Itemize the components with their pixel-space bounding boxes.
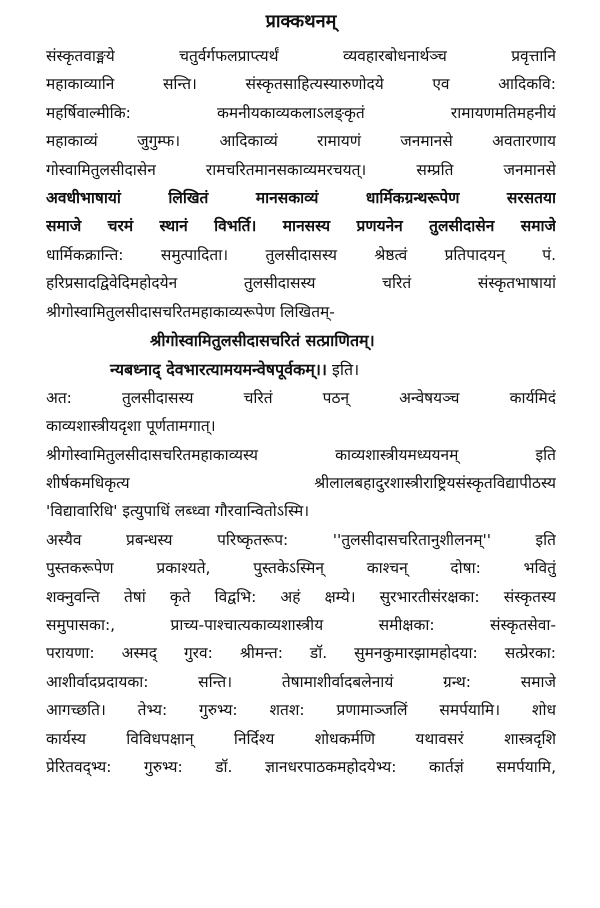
paragraph-line: समाजे चरमं स्थानं विभर्ति। मानसस्य प्रणयनेन तुलसीदासेन समाजे: [46, 217, 556, 236]
paragraph-line: महाकाव्यं जुगुम्फ। आदिकाव्यं रामायणं जनमानसे अवतारणाय: [46, 132, 556, 151]
paragraph-line: हरिप्रसादद्विवेदिमहोदयेन तुलसीदासस्य चरितं संस्कृतभाषायां: [46, 274, 556, 293]
paragraph-4: [46, 526, 556, 782]
paragraph-line: महर्षिवाल्मीकि: कमनीयकाव्यकलाऽलङ्कृतं रामायणमतिमहनीयं: [46, 103, 556, 122]
paragraph-line: 'विद्यावारिधि' इत्युपाधिं लब्ध्वा गौरवान्वितोऽस्मि।: [46, 502, 310, 521]
paragraph-line: संस्कृतवाङ्मये चतुर्वर्गफलप्राप्त्यर्थं व्यवहारबोधनार्थञ्च प्रवृत्तानि: [46, 47, 556, 65]
paragraph-line: महाकाव्यानि सन्ति। संस्कृतसाहित्यस्यारुणोदये एव आदिकवि:: [46, 75, 556, 94]
paragraph-line: धार्मिकक्रान्ति: समुत्पादिता। तुलसीदासस्य श्रेष्ठत्वं प्रतिपादयन् पं.: [46, 245, 556, 264]
paragraph-line: अस्यैव प्रबन्धस्य परिष्कृतरूप: ''तुलसीदासचरितानुशीलनम्'' इति: [46, 530, 556, 549]
paragraph-line: समुपासका:, प्राच्य-पाश्चात्यकाव्यशास्त्रीय समीक्षका: संस्कृतसेवा-: [46, 616, 556, 635]
verse-tail: इति।: [326, 359, 360, 379]
verse-text: न्यबध्नाद् देवभारत्यामयमन्वेषपूर्वकम्।।: [110, 359, 327, 379]
paragraph-line: परायणा: अस्मद् गुरव: श्रीमन्त: डॉ. सुमनकुमारझामहोदया: सत्प्रेरका:: [46, 644, 556, 663]
paragraph-line: प्रेरितवद्भ्य: गुरुभ्य: डॉ. ज्ञानधरपाठकमहोदयेभ्य: कार्तज्ञं समर्पयामि,: [46, 757, 556, 776]
verse-text: श्रीगोस्वामितुलसीदासचरितं सत्प्राणितम्।: [150, 330, 375, 350]
paragraph-3: [46, 441, 556, 526]
paragraph-line: पुस्तकरूपेण प्रकाश्यते, पुस्तकेऽस्मिन् काश्चन् दोषा: भवितुं: [46, 559, 556, 578]
paragraph-line: अत: तुलसीदासस्य चरितं पठन् अन्वेषयञ्च कार्यमिदं: [46, 388, 556, 407]
paragraph-line: काव्यशास्त्रीयदृशा पूर्णतामगात्।: [46, 417, 216, 436]
verse-line-2: [46, 355, 556, 384]
paragraph-2: [46, 384, 556, 441]
paragraph-line: आशीर्वादप्रदायका: सन्ति। तेषामाशीर्वादबलेनायं ग्रन्थ: समाजे: [46, 672, 556, 691]
verse-block: [46, 326, 556, 384]
page-title: प्राक्कथनम्: [265, 11, 337, 32]
paragraph-line: कार्यस्य विविधपक्षान् निर्दिश्य शोधकर्मणि यथावसरं शास्त्रदृशि: [46, 729, 556, 748]
paragraph-line: श्रीगोस्वामितुलसीदासचरितमहाकाव्यरूपेण लिखितम्-: [46, 302, 335, 321]
verse-line-1: [46, 326, 556, 355]
paragraph-line: गोस्वामितुलसीदासेन रामचरितमानसकाव्यमरचयत्। सम्प्रति जनमानसे: [46, 160, 556, 179]
paragraph-line: श्रीगोस्वामितुलसीदासचरितमहाकाव्यस्य काव्यशास्त्रीयमध्ययनम् इति: [46, 445, 556, 464]
paragraph-line: आगच्छति। तेभ्य: गुरुभ्य: शतश: प्रणामाञ्जलिं समर्पयामि। शोध: [46, 701, 556, 720]
paragraph-1: [46, 42, 556, 326]
paragraph-line: अवधीभाषायां लिखितं मानसकाव्यं धार्मिकग्रन्थरूपेण सरसतया: [46, 188, 556, 207]
paragraph-line: शीर्षकमधिकृत्य श्रीलालबहादुरशास्त्रीराष्ट्रियसंस्कृतविद्यापीठस्य: [46, 474, 556, 493]
paragraph-line: शक्नुवन्ति तेषां कृते विद्वभि: अहं क्षम्ये। सुरभारतीसंरक्षका: संस्कृतस्य: [46, 587, 556, 606]
